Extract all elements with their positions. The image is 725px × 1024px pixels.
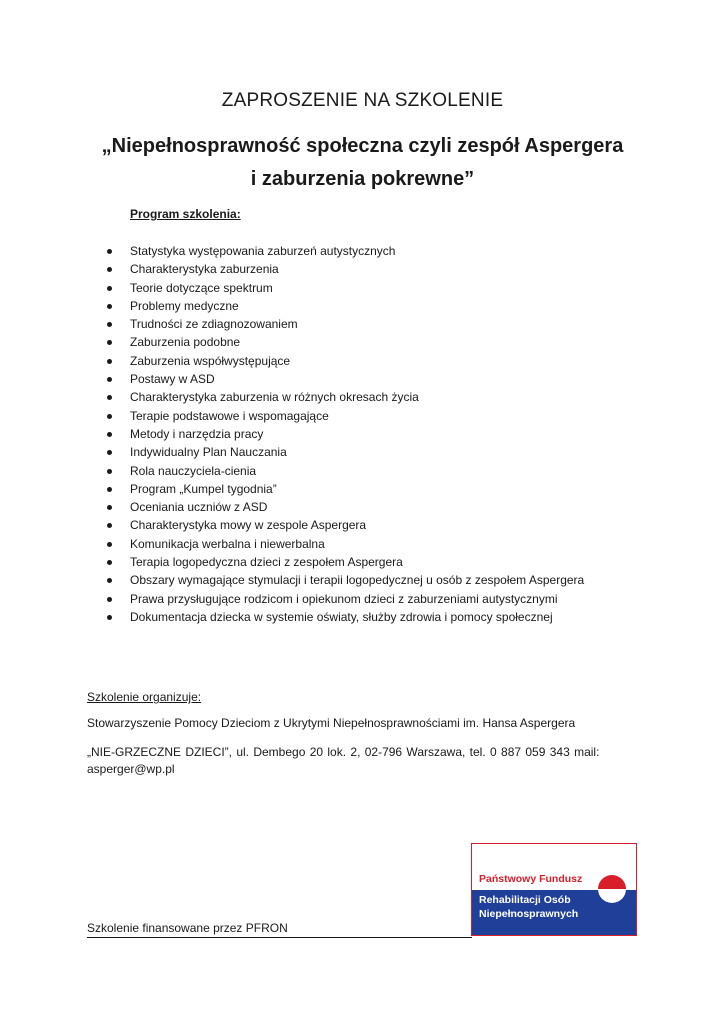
list-item-label: Zaburzenia podobne	[130, 335, 241, 350]
list-item	[107, 370, 584, 388]
list-item-label: Komunikacja werbalna i niewerbalna	[130, 536, 325, 551]
bullet-icon	[107, 469, 112, 474]
list-item-label: Statystyka występowania zaburzeń autystycznych	[130, 244, 396, 258]
list-item	[107, 571, 584, 589]
list-item	[107, 333, 584, 351]
list-item	[107, 443, 584, 461]
bullet-icon	[107, 597, 112, 602]
list-item	[107, 608, 584, 626]
pfron-logo	[471, 843, 637, 936]
list-item-label: Charakterystyka zaburzenia w różnych okresach życia	[130, 390, 419, 405]
list-item-label: Charakterystyka zaburzenia	[130, 262, 279, 277]
list-item	[107, 297, 584, 315]
list-item	[107, 462, 584, 480]
list-item	[107, 315, 584, 333]
list-item-label: Terapie podstawowe i wspomagające	[130, 408, 329, 423]
list-item-label: Teorie dotyczące spektrum	[130, 280, 273, 295]
subtitle-line-2: i zaburzenia pokrewne”	[250, 168, 475, 190]
bullet-icon	[107, 450, 112, 455]
list-item-label: Prawa przysługujące rodzicom i opiekunom dzieci z zaburzeniami autystycznymi	[130, 591, 558, 606]
logo-line-3: Niepełnosprawnych	[479, 908, 579, 920]
bullet-icon	[107, 249, 112, 254]
bullet-icon	[107, 523, 112, 528]
bullet-icon	[107, 322, 112, 327]
bullet-icon	[107, 267, 112, 272]
list-item-label: Zaburzenia współwystępujące	[130, 353, 291, 368]
organizer-name: Stowarzyszenie Pomocy Dzieciom z Ukrytymi Niepełnosprawnościami im. Hansa Aspergera	[87, 716, 576, 730]
list-item	[107, 279, 584, 297]
bullet-icon	[107, 542, 112, 547]
bullet-icon	[107, 487, 112, 492]
list-item-label: Oceniania uczniów z ASD	[130, 500, 268, 515]
subtitle-line-1: „Niepełnosprawność społeczna czyli zespół Aspergera	[101, 135, 624, 157]
organizer-heading: Szkolenie organizuje:	[87, 690, 202, 704]
list-item	[107, 242, 584, 260]
organizer-address: „NIE-GRZECZNE DZIECI”, ul. Dembego 20 lok. 2, 02-796 Warszawa, tel. 0 887 059 343 mail: asperger@wp.pl	[87, 745, 600, 776]
bullet-icon	[107, 578, 112, 583]
list-item	[107, 425, 584, 443]
list-item-label: Metody i narzędzia pracy	[130, 426, 264, 441]
bullet-icon	[107, 340, 112, 345]
bullet-icon	[107, 304, 112, 309]
bullet-icon	[107, 395, 112, 400]
list-item-label: Charakterystyka mowy w zespole Aspergera	[130, 518, 367, 533]
list-item-label: Dokumentacja dziecka w systemie oświaty, służby zdrowia i pomocy społecznej	[130, 609, 553, 624]
bullet-icon	[107, 505, 112, 510]
list-item	[107, 516, 584, 534]
list-item	[107, 590, 584, 608]
document-subtitle	[60, 130, 665, 196]
logo-emblem-icon	[596, 873, 628, 905]
logo-line-1: Państwowy Fundusz	[479, 873, 583, 885]
bullet-icon	[107, 560, 112, 565]
list-item-label: Program „Kumpel tygodnia”	[130, 481, 277, 496]
list-item-label: Rola nauczyciela-cienia	[130, 463, 257, 478]
list-item	[107, 498, 584, 516]
list-item	[107, 480, 584, 498]
bullet-icon	[107, 359, 112, 364]
list-item	[107, 260, 584, 278]
list-item	[107, 407, 584, 425]
list-item-label: Problemy medyczne	[130, 298, 239, 313]
financing-note: Szkolenie finansowane przez PFRON	[87, 921, 472, 938]
bullet-icon	[107, 615, 112, 620]
list-item	[107, 388, 584, 406]
list-item-label: Indywidualny Plan Nauczania	[130, 445, 287, 460]
list-item	[107, 352, 584, 370]
list-item	[107, 535, 584, 553]
bullet-icon	[107, 377, 112, 382]
list-item-label: Trudności ze zdiagnozowaniem	[130, 317, 298, 332]
list-item	[107, 553, 584, 571]
bullet-icon	[107, 432, 112, 437]
bullet-icon	[107, 286, 112, 291]
list-item-label: Postawy w ASD	[130, 372, 215, 387]
document-title: ZAPROSZENIE NA SZKOLENIE	[221, 90, 504, 111]
list-item-label: Obszary wymagające stymulacji i terapii logopedycznej u osób z zespołem Aspergera	[130, 573, 585, 588]
program-heading: Program szkolenia:	[130, 207, 241, 221]
logo-line-2: Rehabilitacji Osób	[479, 894, 571, 906]
bullet-icon	[107, 414, 112, 419]
program-topic-list	[107, 242, 584, 626]
list-item-label: Terapia logopedyczna dzieci z zespołem Aspergera	[130, 555, 403, 570]
